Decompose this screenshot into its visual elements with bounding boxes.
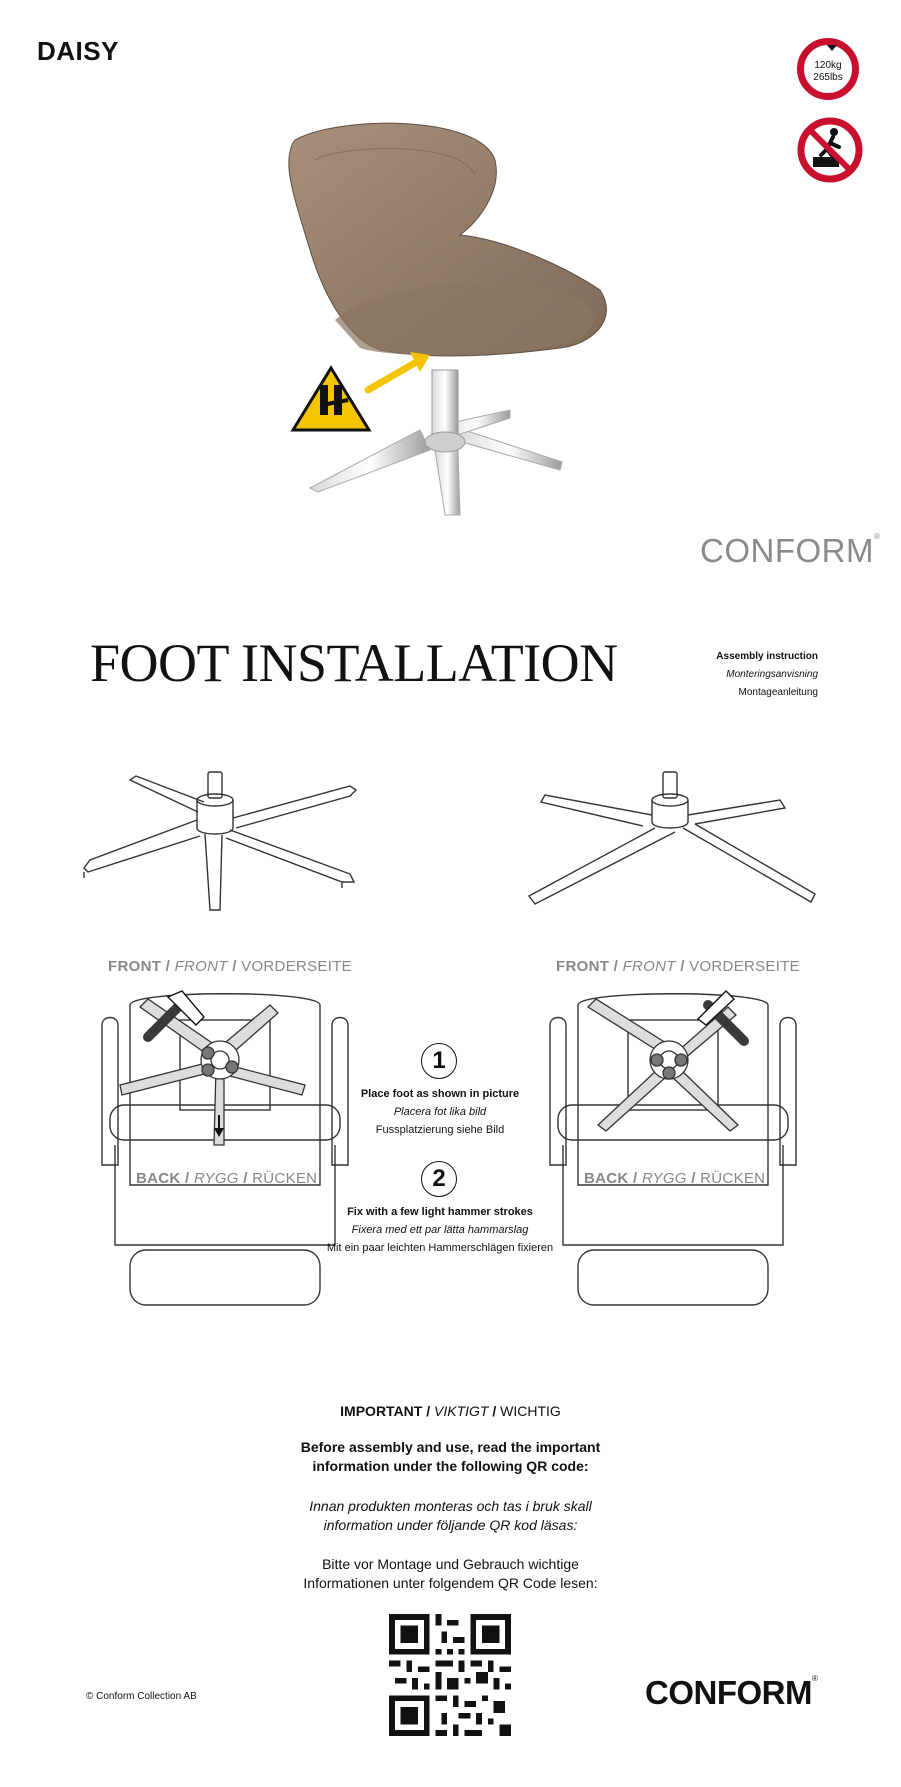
foot-drawing-left <box>80 760 380 920</box>
brand-logo-top <box>700 532 880 570</box>
step-2-text: Fix with a few light hammer strokes Fixera med ett par lätta hammarslag Mit ein paar leichten Hammerschlägen fixieren <box>326 1206 554 1254</box>
assembly-instruction <box>700 648 818 702</box>
top-view-right <box>548 985 798 1310</box>
page-title: FOOT INSTALLATION <box>90 633 618 693</box>
important-heading: IMPORTANT / VIKTIGT / WICHTIG <box>340 1403 561 1419</box>
assembly-de: Montageanleitung <box>738 687 818 698</box>
back-label-left: BACK / RYGG / RÜCKEN <box>136 1170 318 1187</box>
product-name: DAISY <box>37 36 119 66</box>
brand-mark: ® <box>873 532 881 541</box>
brand-name-bottom: CONFORM <box>645 1674 812 1711</box>
weight-limit-icon <box>797 38 859 100</box>
assembly-sv: Monteringsanvisning <box>726 669 818 680</box>
brand-name: CONFORM <box>700 532 874 569</box>
weight-kg: 120kg <box>814 60 842 71</box>
assembly-en: Assembly instruction <box>716 651 818 662</box>
info-en: Before assembly and use, read the important information under the following QR code: <box>300 1439 601 1474</box>
step-1-text: Place foot as shown in picture Placera fot lika bild Fussplatzierung siehe Bild <box>360 1088 520 1136</box>
info-sv: Innan produkten monteras och tas i bruk skall information under följande QR kod läsas: <box>309 1498 592 1533</box>
brand-logo-bottom <box>645 1674 817 1712</box>
copyright: © Conform Collection AB <box>86 1691 197 1702</box>
qr-code-icon <box>389 1614 511 1736</box>
foot-drawing-right <box>525 760 825 920</box>
top-view-left <box>100 985 350 1310</box>
step-1-number: 1 <box>421 1043 457 1079</box>
info-de: Bitte vor Montage und Gebrauch wichtige Informationen unter folgendem QR Code lesen: <box>303 1556 598 1591</box>
back-label-right: BACK / RYGG / RÜCKEN <box>584 1170 766 1187</box>
brand-mark-bottom: ® <box>811 1674 818 1683</box>
step-2-number: 2 <box>421 1161 457 1197</box>
front-label-right: FRONT / FRONT / VORDERSEITE <box>556 958 800 975</box>
chair-photo <box>270 120 650 520</box>
front-label-left: FRONT / FRONT / VORDERSEITE <box>108 958 352 975</box>
weight-lbs: 265lbs <box>813 72 843 83</box>
no-standing-icon <box>797 117 863 183</box>
weight-arrow <box>827 45 837 51</box>
